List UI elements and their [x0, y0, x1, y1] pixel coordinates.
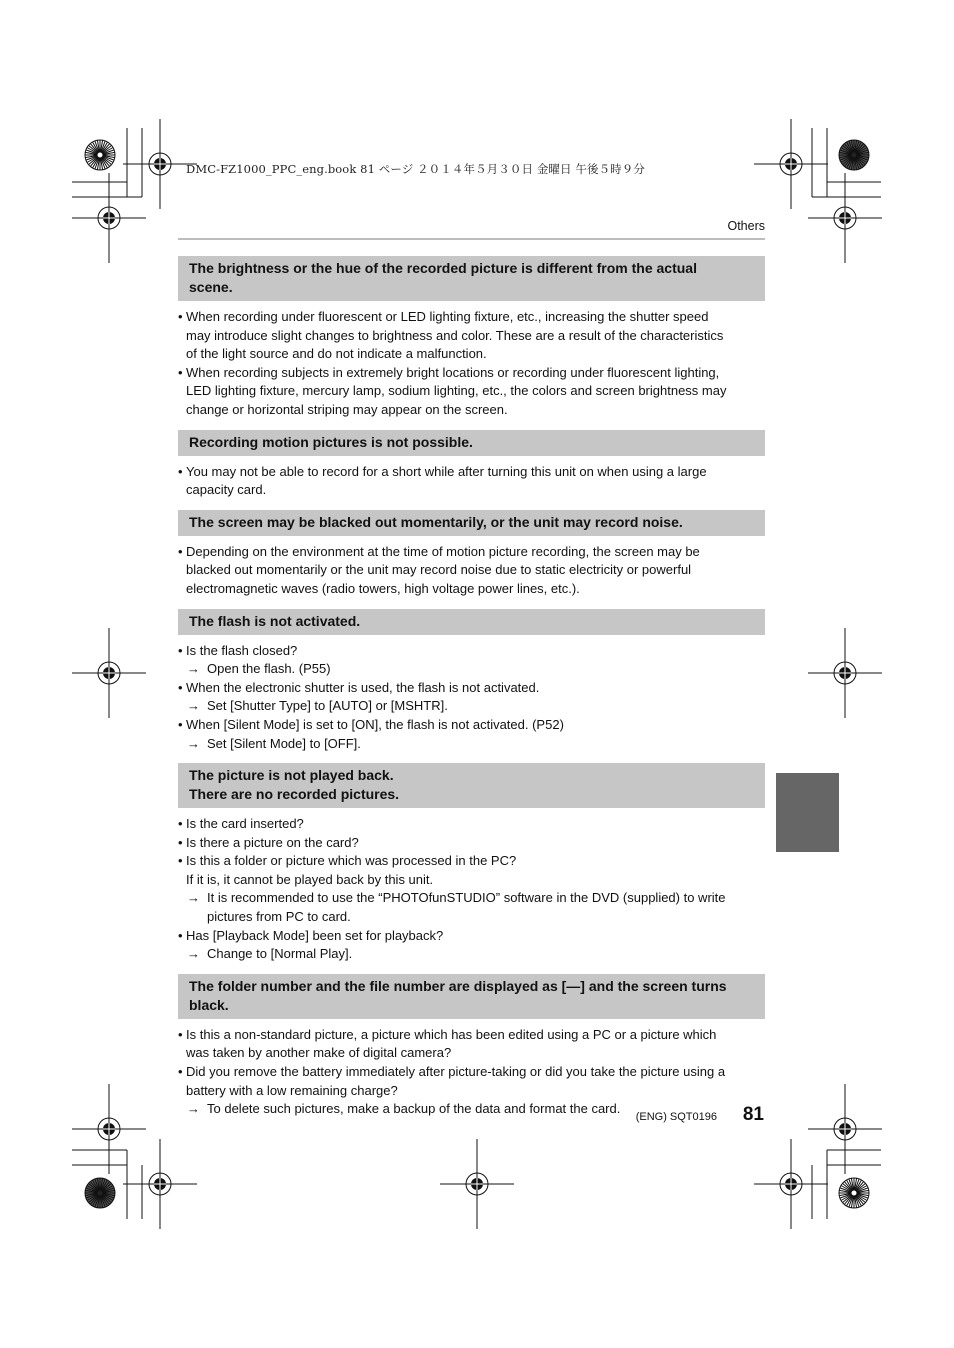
bullet-item — [178, 815, 765, 834]
bullet-glyph: • — [178, 834, 183, 850]
line-text: Has [Playback Mode] been set for playback? — [186, 927, 444, 943]
heading-line: The brightness or the hue of the recorded picture is different from the actual — [189, 260, 697, 276]
line-text: Is there a picture on the card? — [186, 834, 359, 850]
bullet-item — [178, 1063, 765, 1082]
trouble-section — [178, 974, 765, 1129]
heading-line: There are no recorded pictures. — [189, 786, 400, 803]
line-text: Set [Shutter Type] to [AUTO] or [MSHTR]. — [207, 698, 448, 714]
section-label: Others — [727, 219, 765, 233]
solution-line — [178, 697, 765, 716]
line-text: When recording subjects in extremely bright locations or recording under fluorescent lighting, — [186, 364, 720, 380]
section-body — [178, 808, 765, 974]
continuation-line — [178, 871, 765, 890]
section-heading — [178, 763, 765, 808]
arrow-icon: → — [187, 698, 200, 714]
solution-line — [178, 660, 765, 679]
line-text: capacity card. — [186, 482, 267, 498]
continuation-line — [178, 561, 765, 580]
line-text: Open the flash. (P55) — [207, 661, 331, 677]
bullet-item — [178, 834, 765, 853]
continuation-line — [178, 327, 765, 346]
section-heading — [178, 974, 765, 1019]
arrow-icon: → — [187, 735, 200, 751]
line-text: change or horizontal striping may appear on the screen. — [186, 401, 508, 417]
line-text: of the light source and do not indicate a malfunction. — [186, 346, 487, 362]
bullet-glyph: • — [178, 679, 183, 695]
trouble-section — [178, 430, 765, 510]
bullet-glyph: • — [178, 309, 183, 324]
heading-line: scene. — [189, 279, 233, 295]
arrow-icon: → — [187, 890, 200, 906]
bullet-item — [178, 642, 765, 661]
header-rule — [178, 238, 765, 240]
bullet-item — [178, 927, 765, 946]
line-text: When the electronic shutter is used, the flash is not activated. — [186, 679, 540, 695]
section-heading — [178, 510, 765, 536]
bullet-item — [178, 716, 765, 735]
line-text: Is the flash closed? — [186, 642, 298, 658]
book-file-info: DMC-FZ1000_PPC_eng.book 81 ページ ２０１４年５月３０日 金曜日 午後５時９分 — [186, 162, 645, 176]
arrow-icon: → — [187, 1101, 200, 1117]
section-heading — [178, 430, 765, 456]
trouble-section — [178, 256, 765, 430]
bullet-glyph: • — [178, 364, 183, 380]
trouble-section — [178, 510, 765, 609]
line-text: battery with a low remaining charge? — [186, 1082, 398, 1098]
bullet-glyph: • — [178, 816, 183, 832]
line-text: When recording under fluorescent or LED lighting fixture, etc., increasing the shutter speed — [186, 309, 709, 324]
continuation-line — [178, 1044, 765, 1063]
arrow-icon: → — [187, 946, 200, 962]
bullet-item — [178, 463, 765, 482]
bullet-glyph: • — [178, 1026, 183, 1042]
page-number: 81 — [742, 1104, 764, 1125]
line-text: LED lighting fixture, mercury lamp, sodium lighting, etc., the colors and screen brightness may — [186, 383, 727, 399]
solution-line — [178, 945, 765, 964]
bullet-glyph: • — [178, 927, 183, 943]
footer-code: (ENG) SQT0196 — [635, 1111, 717, 1123]
line-text: You may not be able to record for a short while after turning this unit on when using a large — [186, 463, 707, 479]
bullet-glyph: • — [178, 642, 183, 658]
line-text: Change to [Normal Play]. — [207, 946, 353, 962]
continuation-line — [178, 481, 765, 500]
line-text: To delete such pictures, make a backup of the data and format the card. — [207, 1101, 621, 1117]
bullet-item — [178, 852, 765, 871]
troubleshooting-content — [178, 256, 765, 1129]
section-heading — [178, 256, 765, 301]
heading-line: The flash is not activated. — [189, 612, 361, 629]
line-text: Is this a folder or picture which was processed in the PC? — [186, 853, 517, 869]
section-body — [178, 635, 765, 764]
section-body — [178, 456, 765, 510]
bullet-item — [178, 1026, 765, 1045]
heading-line: The screen may be blacked out momentarily, or the unit may record noise. — [189, 513, 683, 530]
bullet-glyph: • — [178, 543, 183, 559]
heading-line: Recording motion pictures is not possible. — [189, 433, 473, 450]
section-body — [178, 536, 765, 609]
line-text: Depending on the environment at the time of motion picture recording, the screen may be — [186, 543, 700, 559]
line-text: may introduce slight changes to brightness and color. These are a result of the characteristics — [186, 327, 724, 343]
heading-line: black. — [189, 996, 229, 1013]
continuation-line — [178, 908, 765, 927]
line-text: It is recommended to use the “PHOTOfunSTUDIO” software in the DVD (supplied) to write — [207, 890, 726, 906]
trouble-section — [178, 763, 765, 974]
section-heading — [178, 609, 765, 635]
trouble-section — [178, 609, 765, 764]
line-text: Is the card inserted? — [186, 816, 304, 832]
heading-line: The picture is not played back. — [189, 767, 394, 784]
bullet-glyph: • — [178, 716, 183, 732]
line-text: blacked out momentarily or the unit may record noise due to static electricity or powerful — [186, 562, 692, 578]
bullet-glyph: • — [178, 853, 183, 869]
continuation-line — [178, 382, 765, 401]
heading-line: The folder number and the file number are displayed as [—] and the screen turns — [189, 977, 727, 994]
line-text: was taken by another make of digital camera? — [186, 1045, 452, 1061]
line-text: If it is, it cannot be played back by this unit. — [186, 871, 434, 887]
bullet-item — [178, 679, 765, 698]
bullet-glyph: • — [178, 1064, 183, 1080]
continuation-line — [178, 401, 765, 420]
line-text: When [Silent Mode] is set to [ON], the flash is not activated. (P52) — [186, 716, 564, 732]
solution-line — [178, 889, 765, 908]
bullet-item — [178, 364, 765, 383]
solution-line — [178, 735, 765, 754]
line-text: Did you remove the battery immediately after picture-taking or did you take the picture using a — [186, 1064, 726, 1080]
continuation-line — [178, 580, 765, 599]
bullet-item — [178, 543, 765, 562]
chapter-side-tab — [776, 773, 839, 852]
line-text: Is this a non-standard picture, a picture which has been edited using a PC or a picture which — [186, 1026, 717, 1042]
line-text: pictures from PC to card. — [207, 909, 351, 925]
line-text: Set [Silent Mode] to [OFF]. — [207, 735, 361, 751]
continuation-line — [178, 345, 765, 364]
bullet-glyph: • — [178, 463, 183, 479]
line-text: electromagnetic waves (radio towers, high voltage power lines, etc.). — [186, 580, 580, 596]
arrow-icon: → — [187, 661, 200, 677]
section-body — [178, 301, 765, 430]
continuation-line — [178, 1082, 765, 1101]
bullet-item — [178, 308, 765, 327]
